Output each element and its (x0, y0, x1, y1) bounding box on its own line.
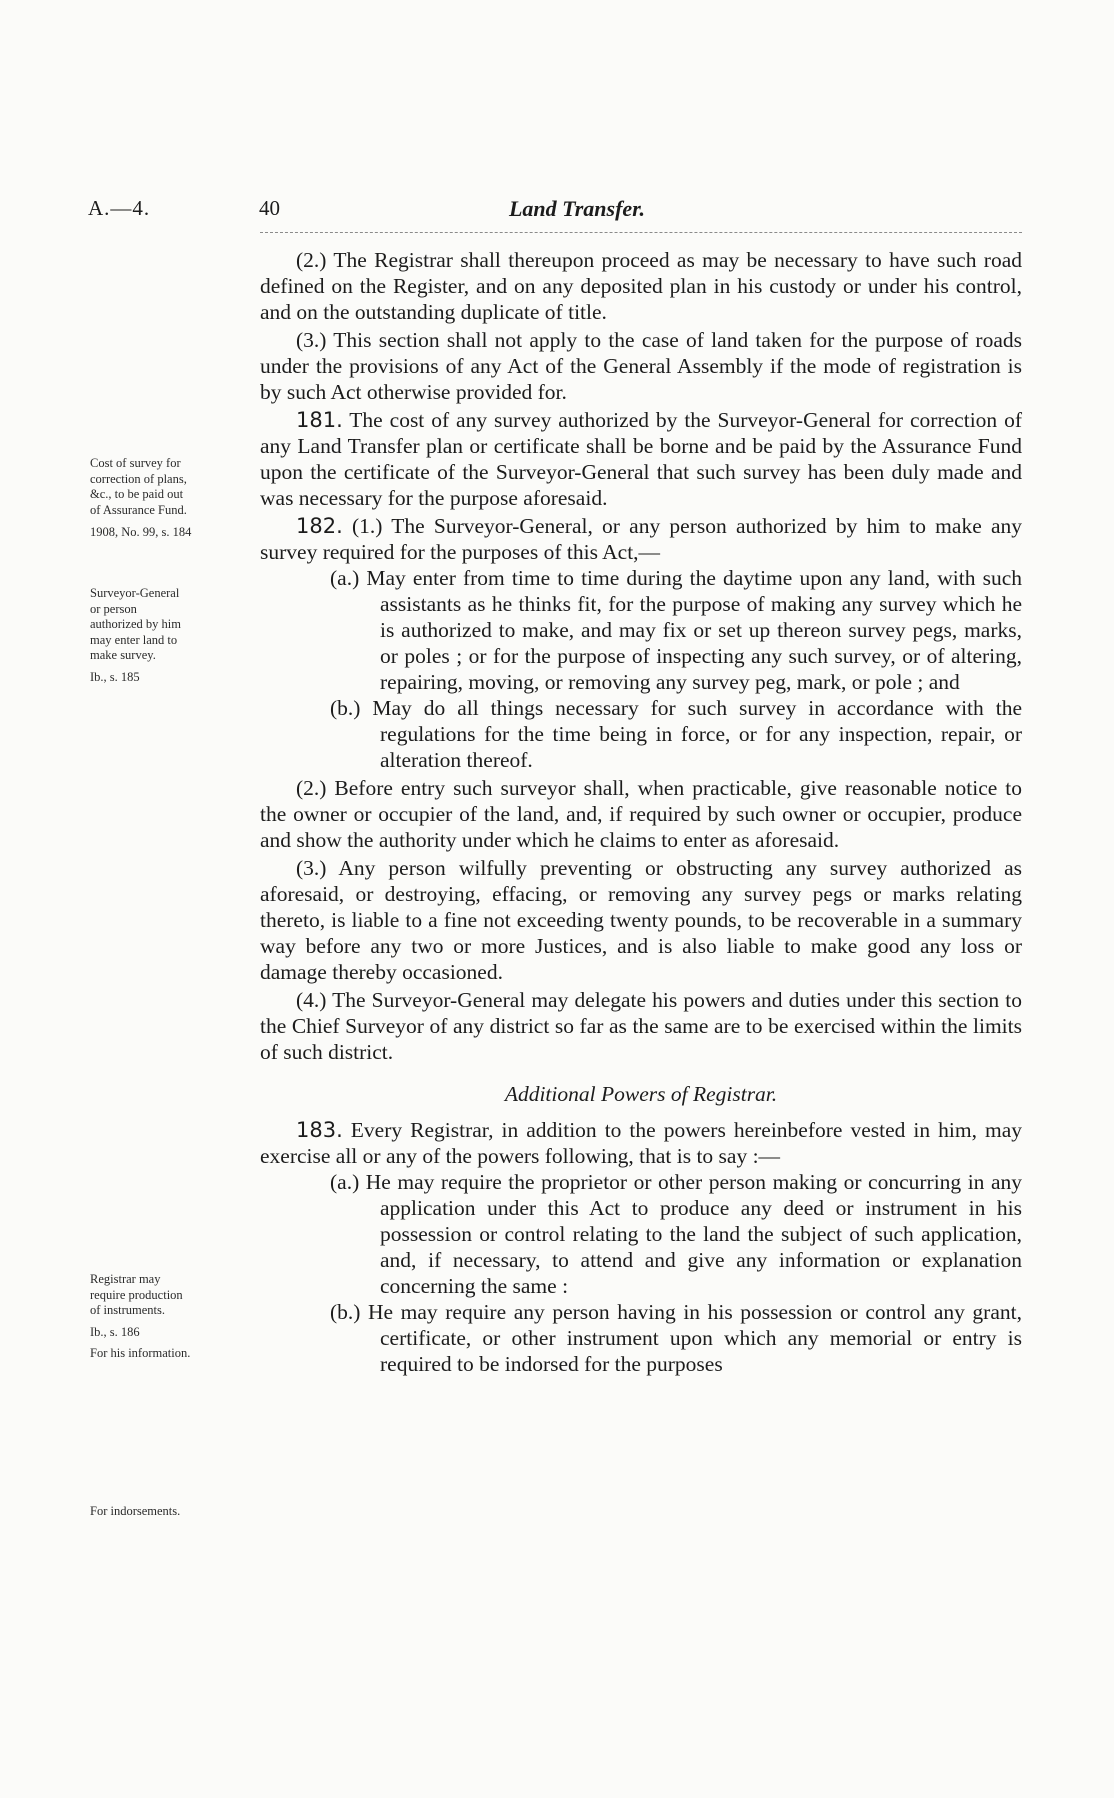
margin-note-line: make survey. (90, 648, 156, 662)
section-number: 183. (296, 1118, 343, 1142)
page-number: 40 (259, 196, 280, 220)
margin-note-line: For indorsements. (90, 1504, 181, 1518)
margin-note-line: may enter land to (90, 632, 178, 647)
body-text (260, 247, 1022, 1377)
margin-note-indorsements (90, 1504, 255, 1520)
section-number: 182. (296, 514, 343, 538)
section-181 (260, 407, 1022, 511)
margin-note-line: correction of plans, (90, 471, 187, 486)
section-text: Every Registrar, in addition to the powers hereinbefore vested in him, may exercise all or any of the powers following, that is to say :— (260, 1118, 1022, 1168)
margin-note-181 (90, 456, 255, 541)
subparagraph: (a.) May enter from time to time during the daytime upon any land, with such assistants as he thinks fit, for the purpose of making any survey which he is authorized to make, and may fix or set up thereon survey pegs, marks, or poles ; or for the purpose of inspecting any such survey, or of altering, repairing, moving, or removing any survey peg, mark, or pole ; and (330, 566, 1022, 694)
margin-note-183 (90, 1272, 255, 1362)
section-text: (1.) The Surveyor-General, or any person authorized by him to make any survey required for the purposes of this Act,— (260, 514, 1022, 564)
margin-note-182 (90, 586, 255, 685)
subparagraph: (b.) May do all things necessary for such survey in accordance with the regulations for the time being in force, or for any inspection, repair, or alteration thereof. (330, 696, 1022, 772)
margin-note-line: or person (90, 601, 137, 616)
margin-citation: Ib., s. 186 (90, 1324, 140, 1339)
paragraph: (4.) The Surveyor-General may delegate his powers and duties under this section to the Chief Surveyor of any district so far as the same are to be exercised within the limits of such district. (260, 988, 1022, 1064)
paragraph: (3.) Any person wilfully preventing or obstructing any survey authorized as aforesaid, or destroying, effacing, or removing any survey pegs or marks relating thereto, is liable to a fine not exceeding twenty pounds, to be recoverable in a summary way before any two or more Justices, and is also liable to make good any loss or damage thereby occasioned. (260, 856, 1022, 984)
running-title: Land Transfer. (508, 196, 646, 221)
page-header (0, 196, 1114, 230)
section-number: 181. (296, 408, 343, 432)
margin-citation: 1908, No. 99, s. 184 (90, 525, 192, 539)
subparagraph: (b.) He may require any person having in his possession or control any grant, certificate, or other instrument upon which any memorial or entry is required to be indorsed for the purposes (330, 1300, 1022, 1376)
margin-note-line: of instruments. (90, 1303, 165, 1317)
paragraph: (2.) The Registrar shall thereupon proceed as may be necessary to have such road defined on the Register, and on any deposited plan in his custody or under his control, and on the outstanding duplicate of title. (260, 248, 1022, 324)
section-heading: Additional Powers of Registrar. (504, 1082, 778, 1106)
section-text: The cost of any survey authorized by the Surveyor-General for correction of any Land Transfer plan or certificate shall be borne and be paid by the Assurance Fund upon the certificate of the Surveyor-General that such survey has been duly made and was necessary for the purpose aforesaid. (260, 408, 1022, 510)
margin-citation: Ib., s. 185 (90, 669, 140, 684)
section-183 (260, 1117, 1022, 1169)
margin-note-line: Cost of survey for (90, 456, 181, 470)
section-182 (260, 513, 1022, 565)
subparagraph: (a.) He may require the proprietor or other person making or concurring in any application under this Act to produce any deed or instrument in his possession or control relating to the land the subject of such application, and, if necessary, to attend and give any information or explanation concerning the same : (330, 1170, 1022, 1298)
margin-note-line: of Assurance Fund. (90, 502, 187, 517)
margin-note-line: Surveyor-General (90, 586, 180, 600)
header-rule (260, 232, 1022, 233)
margin-note-line: authorized by him (90, 617, 181, 631)
paper-reference: A.—4. (88, 196, 151, 220)
margin-note-line: Registrar may (90, 1272, 161, 1286)
margin-note-line: &c., to be paid out (90, 487, 184, 501)
paragraph: (2.) Before entry such surveyor shall, when practicable, give reasonable notice to the owner or occupier of the land, and, if required by such owner or occupier, produce and show the authority under which he claims to enter as aforesaid. (260, 776, 1022, 852)
margin-note-information: For his information. (90, 1346, 191, 1360)
paragraph: (3.) This section shall not apply to the case of land taken for the purpose of roads under the provisions of any Act of the General Assembly if the mode of registration is by such Act otherwise provided for. (260, 328, 1022, 404)
margin-note-line: require production (90, 1287, 183, 1302)
